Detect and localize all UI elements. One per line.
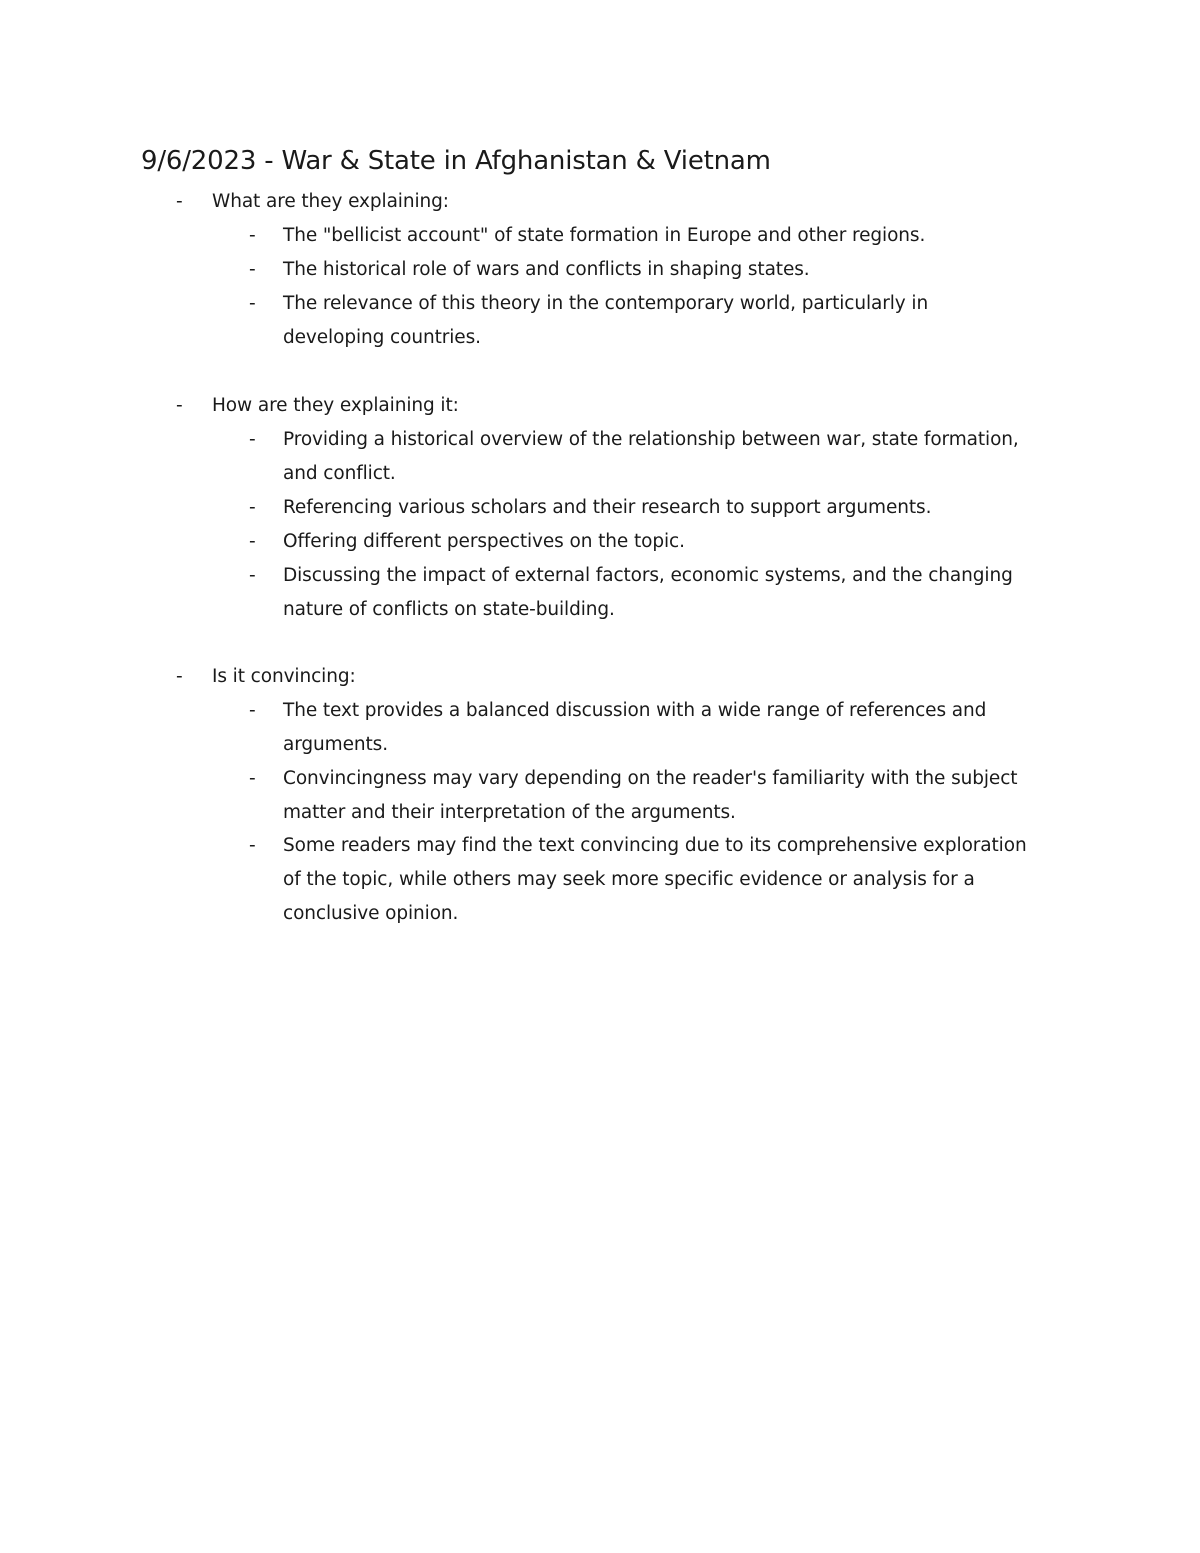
section-heading-what: What are they explaining: [212, 191, 449, 212]
bullet-dash: - [176, 395, 183, 416]
page-title: 9/6/2023 - War & State in Afghanistan & Vietnam [141, 146, 771, 176]
bullet-dash: - [249, 565, 256, 586]
bullet-dash: - [249, 225, 256, 246]
bullet-dash: - [176, 191, 183, 212]
list-item-continuation: of the topic, while others may seek more specific evidence or analysis for a [283, 869, 975, 890]
list-item: Referencing various scholars and their research to support arguments. [283, 497, 932, 518]
list-item-continuation: and conflict. [283, 463, 396, 484]
list-item: Providing a historical overview of the relationship between war, state formation, [283, 429, 1019, 450]
bullet-dash: - [249, 700, 256, 721]
list-item-continuation: developing countries. [283, 327, 481, 348]
bullet-dash: - [249, 768, 256, 789]
list-item: Some readers may find the text convincing due to its comprehensive exploration [283, 835, 1027, 856]
section-heading-how: How are they explaining it: [212, 395, 459, 416]
bullet-dash: - [249, 429, 256, 450]
bullet-dash: - [249, 835, 256, 856]
bullet-dash: - [249, 293, 256, 314]
list-item: Discussing the impact of external factors, economic systems, and the changing [283, 565, 1013, 586]
list-item: Offering different perspectives on the topic. [283, 531, 685, 552]
list-item-continuation: arguments. [283, 734, 388, 755]
list-item-continuation: nature of conflicts on state-building. [283, 599, 615, 620]
bullet-dash: - [249, 259, 256, 280]
bullet-dash: - [249, 531, 256, 552]
bullet-dash: - [176, 666, 183, 687]
list-item-continuation: matter and their interpretation of the arguments. [283, 802, 736, 823]
list-item: The relevance of this theory in the contemporary world, particularly in [283, 293, 929, 314]
list-item: The "bellicist account" of state formation in Europe and other regions. [283, 225, 926, 246]
list-item-continuation: conclusive opinion. [283, 903, 459, 924]
section-heading-convincing: Is it convincing: [212, 666, 356, 687]
bullet-dash: - [249, 497, 256, 518]
list-item: The text provides a balanced discussion with a wide range of references and [283, 700, 987, 721]
list-item: The historical role of wars and conflicts in shaping states. [283, 259, 810, 280]
list-item: Convincingness may vary depending on the reader's familiarity with the subject [283, 768, 1018, 789]
